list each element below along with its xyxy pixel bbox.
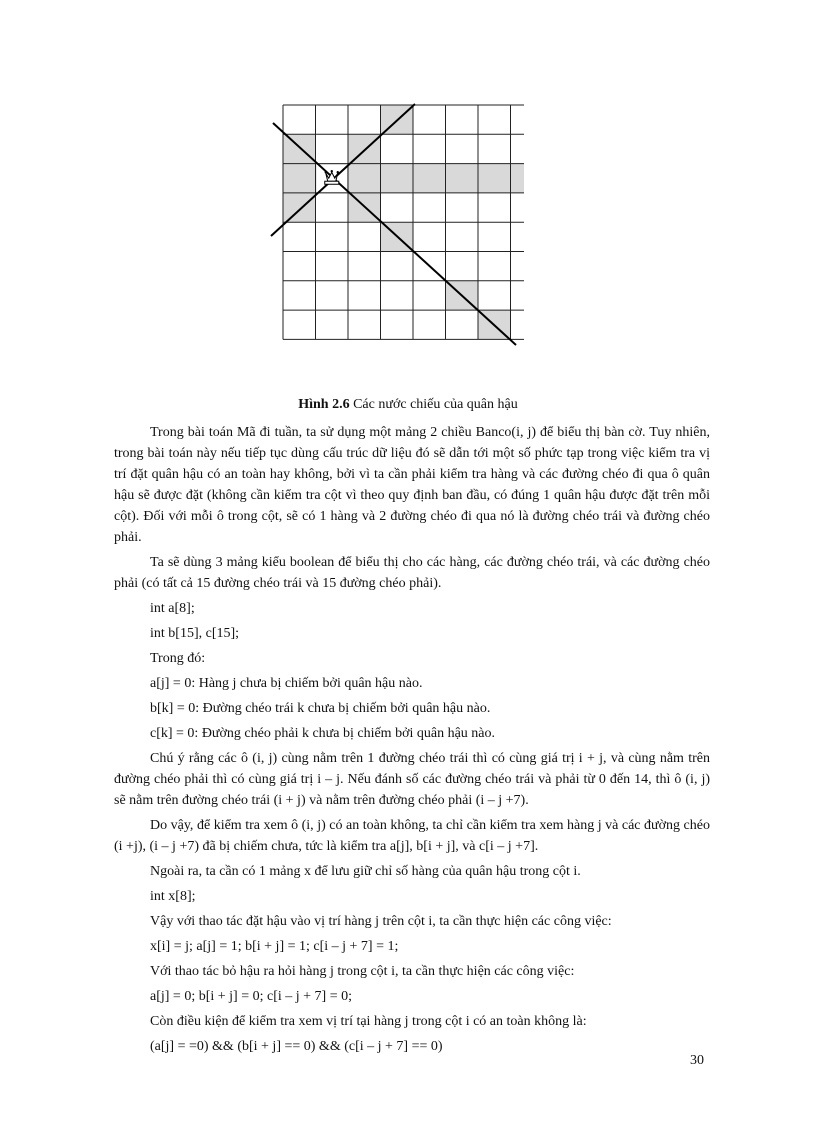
definition-c: c[k] = 0: Đường chéo phải k chưa bị chiếm bởi quân hậu nào.	[150, 726, 496, 741]
shaded-square	[381, 164, 414, 193]
paragraph-7: Với thao tác bỏ hậu ra hỏi hàng j trong cột i, ta cần thực hiện các công việc:	[150, 964, 575, 979]
code-line-5: a[j] = 0; b[i + j] = 0; c[i – j + 7] = 0;	[150, 989, 352, 1004]
page-number: 30	[690, 1053, 704, 1068]
paragraph-6: Vậy với thao tác đặt hậu vào vị trí hàng j trên cột i, ta cần thực hiện các công việc:	[150, 914, 612, 929]
code-line-3: int x[8];	[150, 889, 196, 904]
code-line-1: int a[8];	[150, 601, 195, 616]
shaded-square	[413, 164, 446, 193]
shaded-square	[348, 134, 381, 163]
shaded-square	[283, 134, 316, 163]
chess-queen-icon	[325, 170, 339, 184]
chess-board	[268, 100, 524, 350]
shaded-square	[446, 164, 479, 193]
code-line-4: x[i] = j; a[j] = 1; b[i + j] = 1; c[i – j + 7] = 1;	[150, 939, 399, 954]
figure-caption	[0, 397, 816, 413]
caption-text: Các nước chiếu của quân hậu	[349, 397, 518, 412]
code-line-2: int b[15], c[15];	[150, 626, 240, 641]
shaded-square	[348, 164, 381, 193]
paragraph-5: Ngoài ra, ta cần có 1 mảng x để lưu giữ chỉ số hàng của quân hậu trong cột i.	[150, 864, 581, 879]
where-label: Trong đó:	[150, 651, 206, 666]
code-line-6: (a[j] = =0) && (b[i + j] == 0) && (c[i – j + 7] == 0)	[150, 1039, 443, 1054]
queen-attack-figure	[268, 100, 524, 350]
shaded-square	[283, 193, 316, 222]
caption-label: Hình 2.6	[298, 397, 350, 412]
paragraph-4: Do vậy, để kiểm tra xem ô (i, j) có an toàn không, ta chỉ cần kiểm tra xem hàng j và các đường chéo (i +j), (i – j +7) đã bị chiếm chưa, tức là kiểm tra a[j], b[i + j], và c[i – j +7].	[114, 818, 710, 854]
shaded-square	[478, 164, 511, 193]
right-diagonal-line	[273, 123, 516, 345]
paragraph-2: Ta sẽ dùng 3 mảng kiểu boolean để biểu thị cho các hàng, các đường chéo trái, và các đường chéo phải (có tất cả 15 đường chéo trái và 15 đường chéo phải).	[114, 555, 710, 591]
paragraph-1: Trong bài toán Mã đi tuần, ta sử dụng một mảng 2 chiều Banco(i, j) để biểu thị bàn cờ. Tuy nhiên, trong bài toán này nếu tiếp tục dùng cấu trúc dữ liệu đó sẽ dẫn tới một số phức tạp trong việc kiểm tra vị trí đặt quân hậu có an toàn hay không, bởi vì ta cần phải kiểm tra hàng và các đường chéo đi qua ô quân hậu sẽ được đặt (không cần kiểm tra cột vì theo quy định ban đầu, có đúng 1 quân hậu được đặt trên mỗi cột). Đối với mỗi ô trong cột, sẽ có 1 hàng và 2 đường chéo đi qua nó là đường chéo trái và đường chéo phải.	[114, 425, 710, 545]
shaded-square	[511, 164, 525, 193]
definition-a: a[j] = 0: Hàng j chưa bị chiếm bởi quân hậu nào.	[150, 676, 423, 691]
paragraph-3: Chú ý rằng các ô (i, j) cùng nằm trên 1 đường chéo trái thì có cùng giá trị i + j, và cùng nằm trên đường chéo phải thì có cùng giá trị i – j. Nếu đánh số các đường chéo trái và phải từ 0 đến 14, thì ô (i, j) sẽ nằm trên đường chéo trái (i + j) và nằm trên đường chéo phải (i – j +7).	[114, 751, 710, 808]
definition-b: b[k] = 0: Đường chéo trái k chưa bị chiếm bởi quân hậu nào.	[150, 701, 491, 716]
paragraph-8: Còn điều kiện để kiểm tra xem vị trí tại hàng j trong cột i có an toàn không là:	[150, 1014, 587, 1029]
shaded-square	[283, 164, 316, 193]
body-text	[114, 422, 710, 1057]
